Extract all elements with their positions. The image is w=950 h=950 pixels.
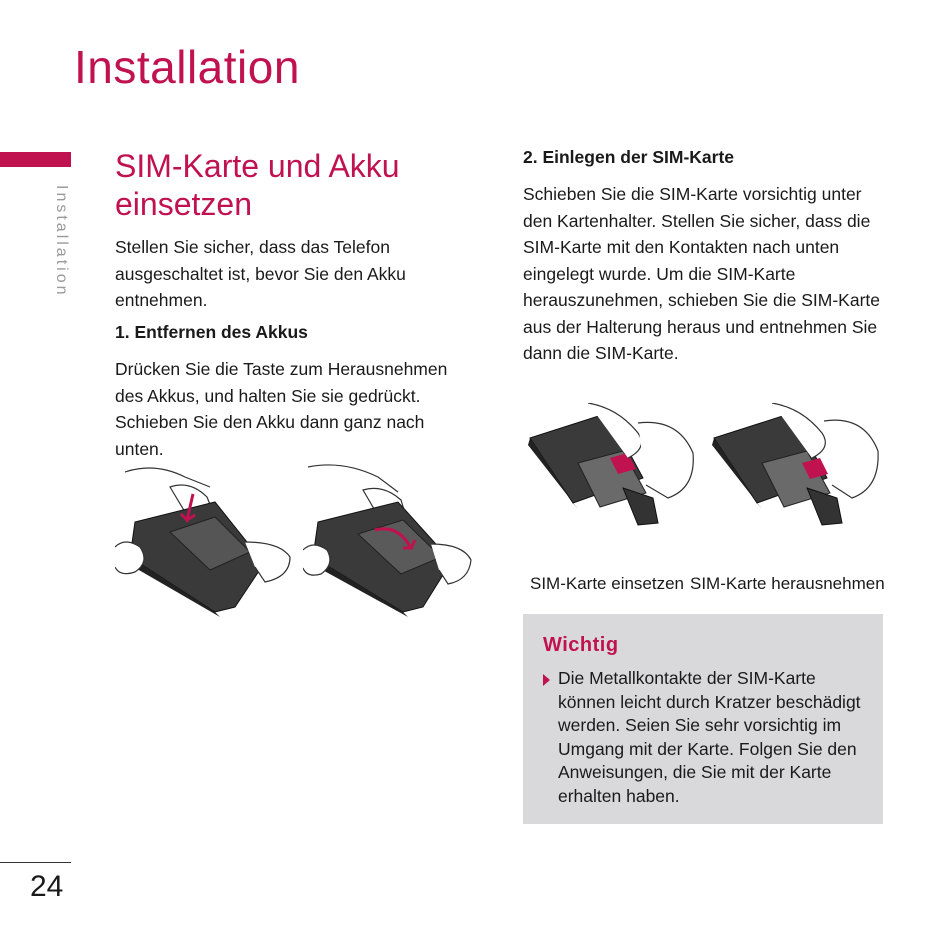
note-text: Die Metallkontakte der SIM-Karte können leicht durch Kratzer beschädigt werden. Seien Sie sehr vorsichtig im Umgang mit der Karte. Folgen Sie den Anweisungen, die Sie mit der Karte erhalten haben. — [558, 668, 861, 806]
step2-heading: 2. Einlegen der SIM-Karte — [523, 147, 735, 167]
page-title: Installation — [74, 41, 300, 93]
caption-sim-remove: SIM-Karte herausnehmen — [690, 574, 885, 593]
side-tab-bar — [0, 152, 71, 167]
side-tab-label: Installation — [53, 185, 70, 298]
side-tab — [44, 185, 76, 315]
step1-heading: 1. Entfernen des Akkus — [115, 322, 308, 342]
footer-rule — [0, 862, 71, 863]
battery-press-illustration — [115, 462, 295, 617]
intro-paragraph: Stellen Sie sicher, dass das Telefon ausgeschaltet ist, bevor Sie den Akku entnehmen. — [115, 237, 406, 310]
sim-remove-illustration — [712, 403, 882, 528]
step1-paragraph: Drücken Sie die Taste zum Herausnehmen des Akkus, und halten Sie sie gedrückt. Schieben Sie den Akku dann ganz nach unten. — [115, 359, 448, 459]
bullet-arrow-icon — [543, 674, 550, 686]
section-heading: SIM-Karte und Akku einsetzen — [115, 148, 400, 222]
caption-sim-insert: SIM-Karte einsetzen — [530, 574, 685, 593]
page-number: 24 — [30, 870, 64, 903]
battery-slide-illustration — [303, 462, 473, 617]
step2-paragraph: Schieben Sie die SIM-Karte vorsichtig unter den Kartenhalter. Stellen Sie sicher, dass die SIM-Karte mit den Kontakten nach unten eingelegt wurde. Um die SIM-Karte herauszunehmen, schieben Sie die SIM-Karte aus der Halterung heraus und entnehmen Sie dann die SIM-Karte. — [523, 184, 881, 363]
note-title: Wichtig — [543, 634, 619, 656]
sim-insert-illustration — [528, 403, 698, 528]
note-box — [523, 614, 883, 824]
